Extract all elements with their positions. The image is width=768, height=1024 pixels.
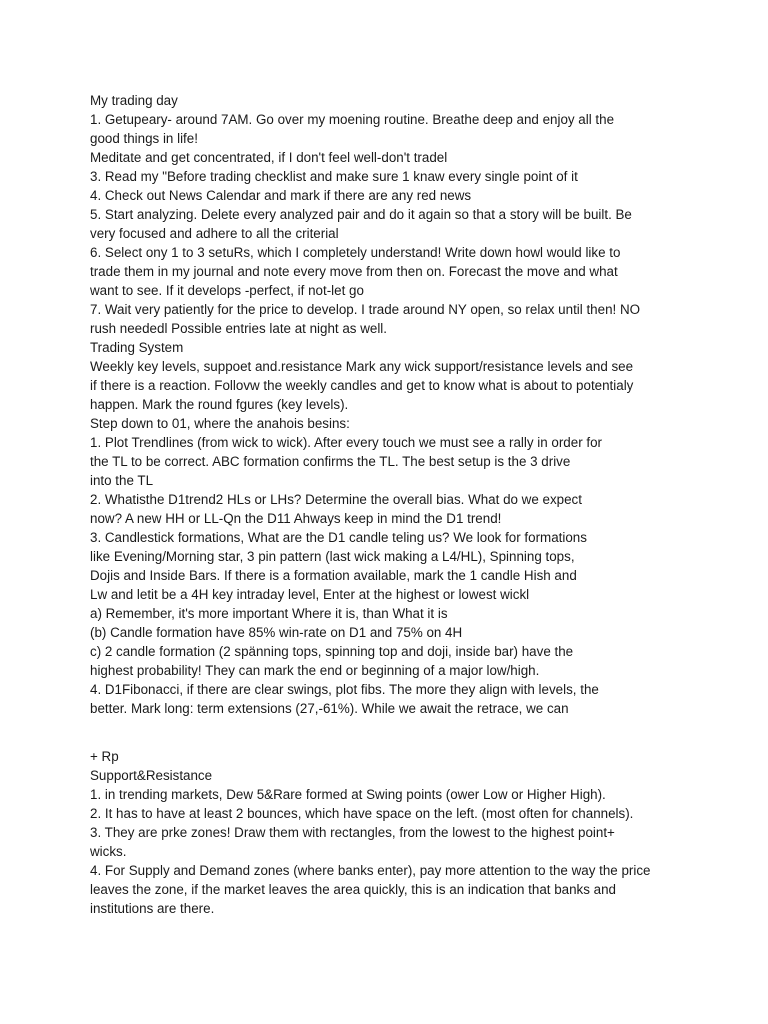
trading-day-line: very focused and adhere to all the criterial bbox=[90, 226, 339, 241]
support-resistance-line: Support&Resistance bbox=[90, 768, 213, 783]
trading-day-line: My trading day bbox=[90, 93, 178, 108]
trading-day-line: 1. Plot Trendlines (from wick to wick). After every touch we must see a rally in order for bbox=[90, 435, 603, 450]
trading-day-line: 4. D1Fibonacci, if there are clear swings, plot fibs. The more they align with levels, the bbox=[90, 682, 599, 697]
trading-day-line: now? A new HH or LL-Qn the D11 Ahways keep in mind the D1 trend! bbox=[90, 511, 502, 526]
trading-day-line: 3. Candlestick formations, What are the D1 candle teling us? We look for formations bbox=[90, 530, 587, 545]
trading-day-line: 2. Whatisthe D1trend2 HLs or LHs? Determine the overall bias. What do we expect bbox=[90, 492, 582, 507]
trading-day-line: c) 2 candle formation (2 spänning tops, spinning top and doji, inside bar) have the bbox=[90, 644, 574, 659]
trading-day-line: Meditate and get concentrated, if I don't feel well-don't tradel bbox=[90, 150, 448, 165]
support-resistance-line: leaves the zone, if the market leaves the area quickly, this is an indication that banks and bbox=[90, 882, 617, 897]
support-resistance-line: 4. For Supply and Demand zones (where banks enter), pay more attention to the way the price bbox=[90, 863, 651, 878]
support-resistance-line: 2. It has to have at least 2 bounces, which have space on the left. (most often for channels). bbox=[90, 806, 634, 821]
trading-day-line: highest probability! They can mark the end or beginning of a major low/high. bbox=[90, 663, 540, 678]
trading-day-line: Step down to 01, where the anahois besins: bbox=[90, 416, 350, 431]
trading-day-line: Lw and letit be a 4H key intraday level, Enter at the highest or lowest wickl bbox=[90, 587, 530, 602]
support-resistance-line: 1. in trending markets, Dew 5&Rare formed at Swing points (ower Low or Higher High). bbox=[90, 787, 606, 802]
trading-day-line: 6. Select ony 1 to 3 setuRs, which I completely understand! Write down howl would like to bbox=[90, 245, 621, 260]
support-resistance-line: institutions are there. bbox=[90, 901, 215, 916]
trading-day-line: Dojis and Inside Bars. If there is a formation available, mark the 1 candle Hish and bbox=[90, 568, 577, 583]
trading-day-line: trade them in my journal and note every move from then on. Forecast the move and what bbox=[90, 264, 618, 279]
trading-day-section bbox=[90, 91, 690, 718]
support-resistance-section bbox=[90, 747, 690, 918]
trading-day-line: good things in life! bbox=[90, 131, 198, 146]
trading-day-line: like Evening/Morning star, 3 pin pattern (last wick making a L4/HL), Spinning tops, bbox=[90, 549, 575, 564]
trading-day-line: the TL to be correct. ABC formation confirms the TL. The best setup is the 3 drive bbox=[90, 454, 571, 469]
trading-day-line: if there is a reaction. Follovw the weekly candles and get to know what is about to potentialy bbox=[90, 378, 634, 393]
trading-day-line: 1. Getupeary- around 7AM. Go over my moening routine. Breathe deep and enjoy all the bbox=[90, 112, 615, 127]
trading-day-line: better. Mark long: term extensions (27,-61%). While we await the retrace, we can bbox=[90, 701, 569, 716]
trading-day-line: Weekly key levels, suppoet and.resistance Mark any wick support/resistance levels and see bbox=[90, 359, 634, 374]
trading-day-line: 7. Wait very patiently for the price to develop. I trade around NY open, so relax until then! NO bbox=[90, 302, 641, 317]
trading-day-line: 4. Check out News Calendar and mark if there are any red news bbox=[90, 188, 472, 203]
support-resistance-line: 3. They are prke zones! Draw them with rectangles, from the lowest to the highest point+ bbox=[90, 825, 615, 840]
trading-day-line: a) Remember, it's more important Where it is, than What it is bbox=[90, 606, 448, 621]
trading-day-line: 5. Start analyzing. Delete every analyzed pair and do it again so that a story will be built. Be bbox=[90, 207, 632, 222]
trading-day-line: (b) Candle formation have 85% win-rate on D1 and 75% on 4H bbox=[90, 625, 463, 640]
trading-day-line: happen. Mark the round fgures (key levels). bbox=[90, 397, 349, 412]
support-resistance-line: + Rp bbox=[90, 749, 119, 764]
trading-day-line: rush neededl Possible entries late at night as well. bbox=[90, 321, 388, 336]
trading-day-line: Trading System bbox=[90, 340, 184, 355]
trading-day-line: 3. Read my "Before trading checklist and make sure 1 knaw every single point of it bbox=[90, 169, 578, 184]
trading-day-line: want to see. If it develops -perfect, if not-let go bbox=[90, 283, 364, 298]
support-resistance-line: wicks. bbox=[90, 844, 127, 859]
trading-day-line: into the TL bbox=[90, 473, 154, 488]
